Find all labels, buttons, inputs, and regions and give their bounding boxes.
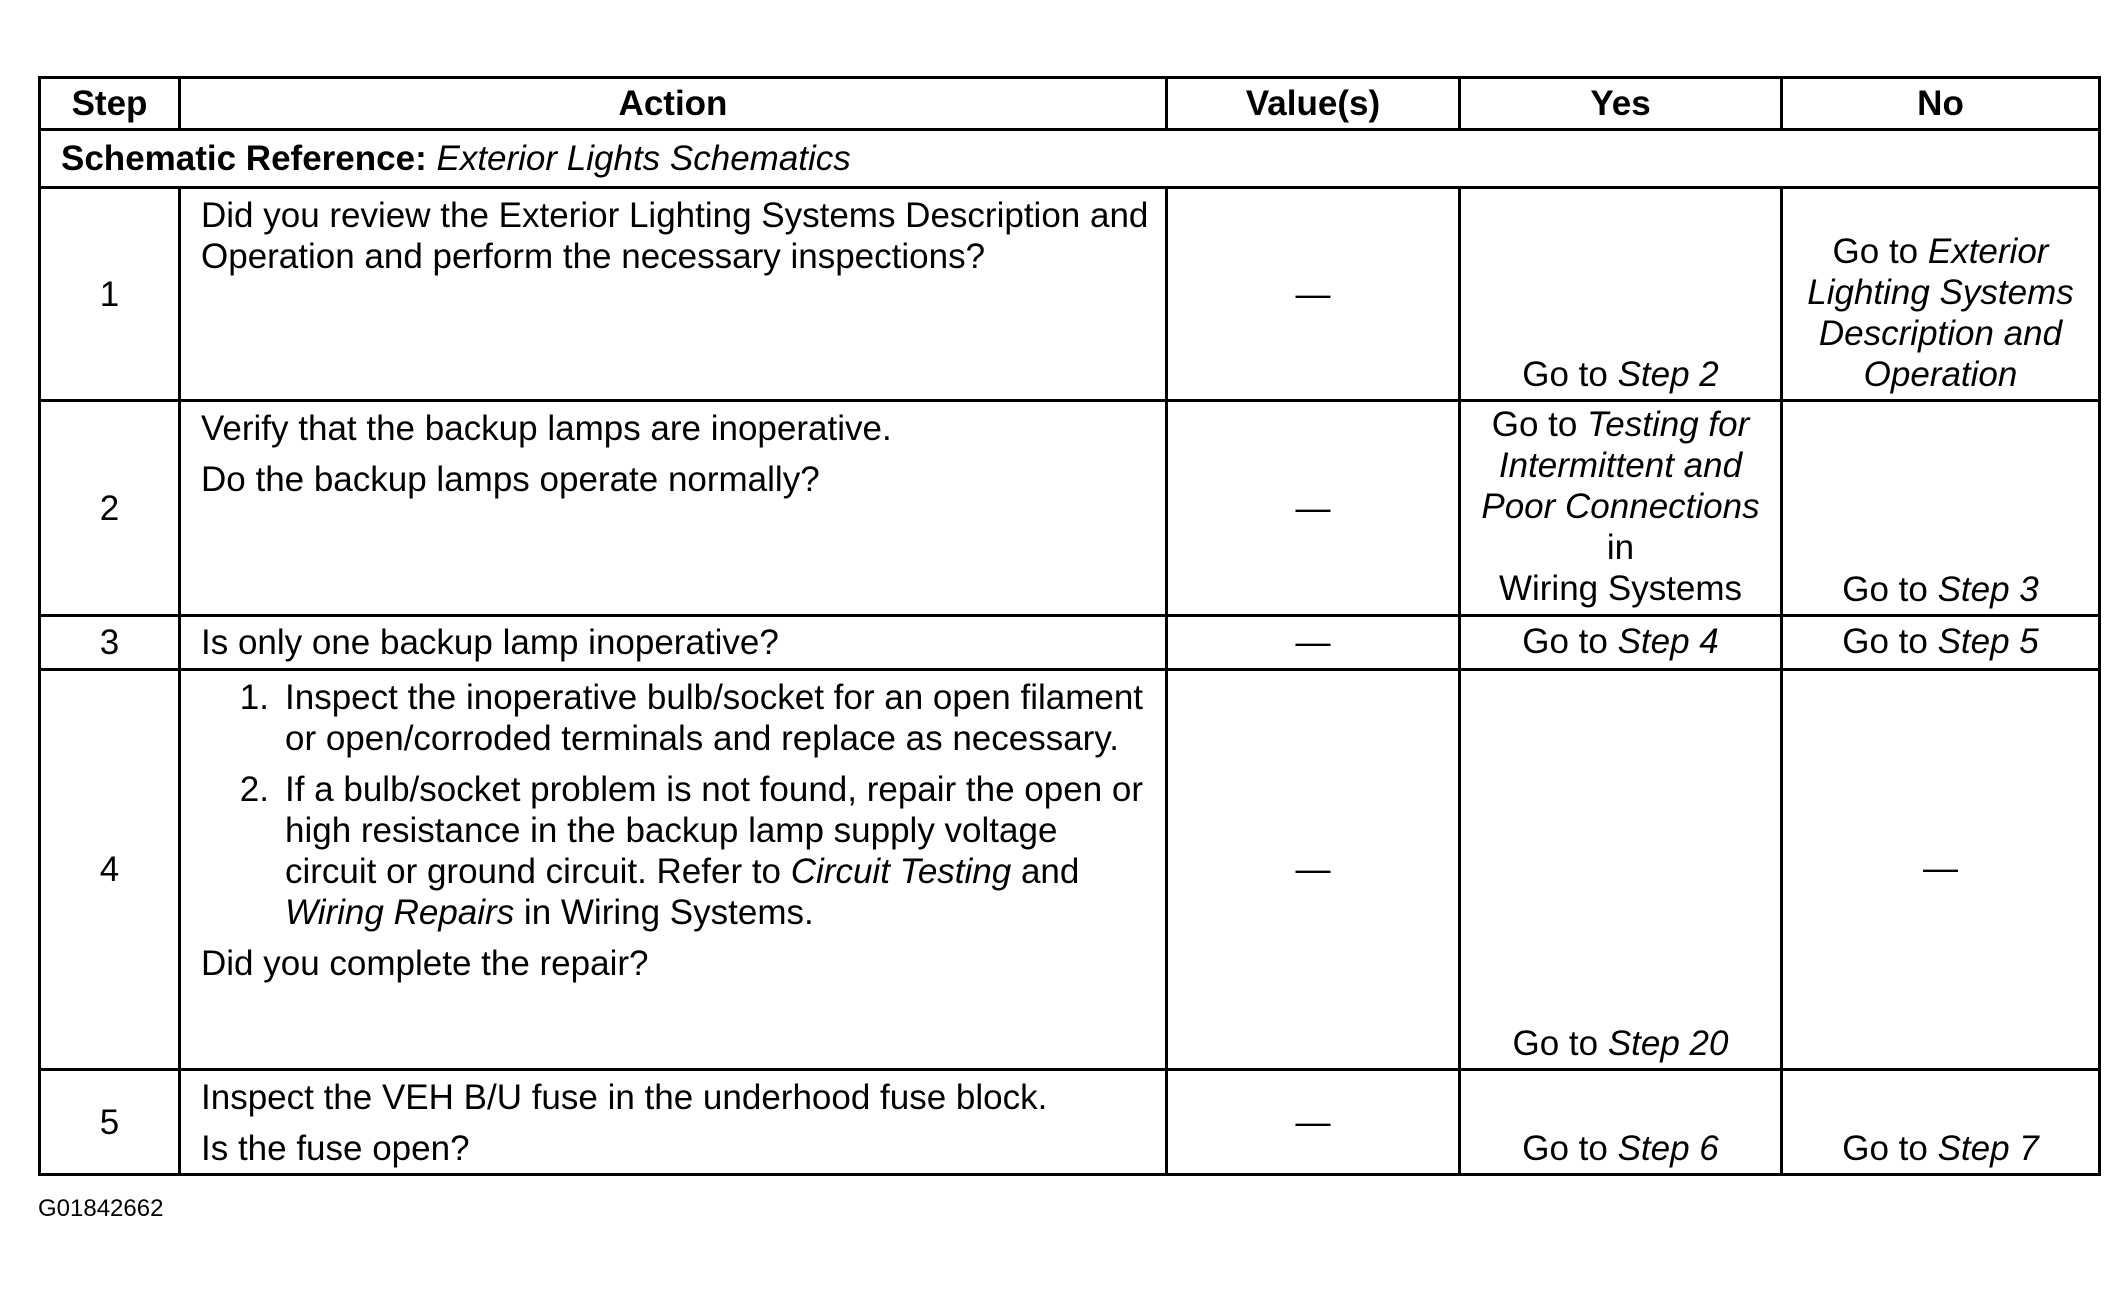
step-number: 3 — [40, 616, 180, 670]
action-question: Do the backup lamps operate normally? — [201, 460, 820, 499]
table-row — [40, 616, 2100, 670]
yes-link[interactable]: Step 4 — [1617, 622, 1719, 661]
no-link[interactable]: Step 3 — [1937, 570, 2039, 609]
no-prefix: Go to — [1842, 1129, 1938, 1168]
list-item-text-c: in Wiring Systems. — [514, 893, 814, 932]
schematic-row — [40, 130, 2100, 188]
value-cell: — — [1167, 1070, 1460, 1175]
no-link[interactable]: Exterior Lighting Systems Description and Operation — [1807, 232, 2074, 394]
no-link[interactable]: Step 7 — [1937, 1129, 2039, 1168]
no-cell — [1782, 188, 2100, 401]
list-item-number: 2. — [239, 770, 269, 809]
schematic-reference — [40, 130, 2100, 188]
yes-link[interactable]: Testing for Intermittent and Poor Connections — [1481, 405, 1760, 526]
value-cell: — — [1167, 670, 1460, 1070]
yes-prefix: Go to — [1512, 1024, 1608, 1063]
wiring-repairs-link[interactable]: Wiring Repairs — [285, 893, 515, 932]
no-cell — [1782, 616, 2100, 670]
action-cell — [180, 401, 1167, 616]
circuit-testing-link[interactable]: Circuit Testing — [790, 852, 1012, 891]
action-cell — [180, 188, 1167, 401]
action-text: Is only one backup lamp inoperative? — [201, 623, 779, 662]
header-values: Value(s) — [1167, 78, 1460, 130]
no-cell: — — [1782, 670, 2100, 1070]
action-cell — [180, 616, 1167, 670]
schematic-link[interactable]: Exterior Lights Schematics — [436, 139, 851, 178]
table-row — [40, 188, 2100, 401]
instruction-list — [201, 677, 1151, 933]
action-text: Verify that the backup lamps are inoperative. — [201, 409, 892, 448]
list-item — [201, 769, 1151, 933]
header-yes: Yes — [1460, 78, 1782, 130]
no-cell — [1782, 1070, 2100, 1175]
yes-link[interactable]: Step 6 — [1617, 1129, 1719, 1168]
action-cell — [180, 1070, 1167, 1175]
table-row — [40, 401, 2100, 616]
action-text: Inspect the VEH B/U fuse in the underhood fuse block. — [201, 1078, 1048, 1117]
step-number: 1 — [40, 188, 180, 401]
no-prefix: Go to — [1832, 232, 1928, 271]
yes-suffix: Wiring Systems — [1498, 569, 1743, 608]
no-link[interactable]: Step 5 — [1937, 622, 2039, 661]
step-number: 4 — [40, 670, 180, 1070]
header-action: Action — [180, 78, 1167, 130]
yes-prefix: Go to — [1522, 622, 1618, 661]
value-cell: — — [1167, 188, 1460, 401]
document-id: G01842662 — [38, 1195, 164, 1222]
yes-link[interactable]: Step 2 — [1617, 355, 1719, 394]
yes-prefix: Go to — [1522, 355, 1618, 394]
diagnostic-table — [38, 76, 2101, 1176]
yes-cell — [1460, 670, 1782, 1070]
value-cell: — — [1167, 616, 1460, 670]
action-question: Is the fuse open? — [201, 1129, 470, 1168]
list-item-number: 1. — [239, 678, 269, 717]
header-no: No — [1782, 78, 2100, 130]
table-row — [40, 670, 2100, 1070]
list-item — [201, 677, 1151, 759]
diagnostic-table-container — [38, 76, 2098, 1176]
action-text: Did you review the Exterior Lighting Systems Description and Operation and perform the necessary inspections? — [201, 196, 1149, 276]
yes-prefix: Go to — [1522, 1129, 1618, 1168]
list-item-text-b: and — [1011, 852, 1080, 891]
schematic-label: Schematic Reference: — [61, 139, 427, 178]
no-prefix: Go to — [1842, 570, 1938, 609]
list-item-text: Inspect the inoperative bulb/socket for an open filament or open/corroded terminals and replace as necessary. — [285, 678, 1144, 758]
list-item-text-a: If a bulb/socket problem is not found, repair the open or high resistance in the backup lamp supply voltage circuit or ground circuit. Refer to — [285, 770, 1144, 891]
yes-link[interactable]: Step 20 — [1607, 1024, 1729, 1063]
action-question: Did you complete the repair? — [201, 944, 649, 983]
yes-cell — [1460, 616, 1782, 670]
yes-in: in — [1606, 528, 1635, 567]
yes-prefix: Go to — [1491, 405, 1588, 444]
no-cell — [1782, 401, 2100, 616]
header-row — [40, 78, 2100, 130]
table-row — [40, 1070, 2100, 1175]
list-item-text — [285, 769, 1151, 933]
header-step: Step — [40, 78, 180, 130]
yes-cell — [1460, 188, 1782, 401]
value-cell: — — [1167, 401, 1460, 616]
no-prefix: Go to — [1842, 622, 1938, 661]
yes-cell — [1460, 1070, 1782, 1175]
yes-cell — [1460, 401, 1782, 616]
step-number: 2 — [40, 401, 180, 616]
step-number: 5 — [40, 1070, 180, 1175]
action-cell — [180, 670, 1167, 1070]
